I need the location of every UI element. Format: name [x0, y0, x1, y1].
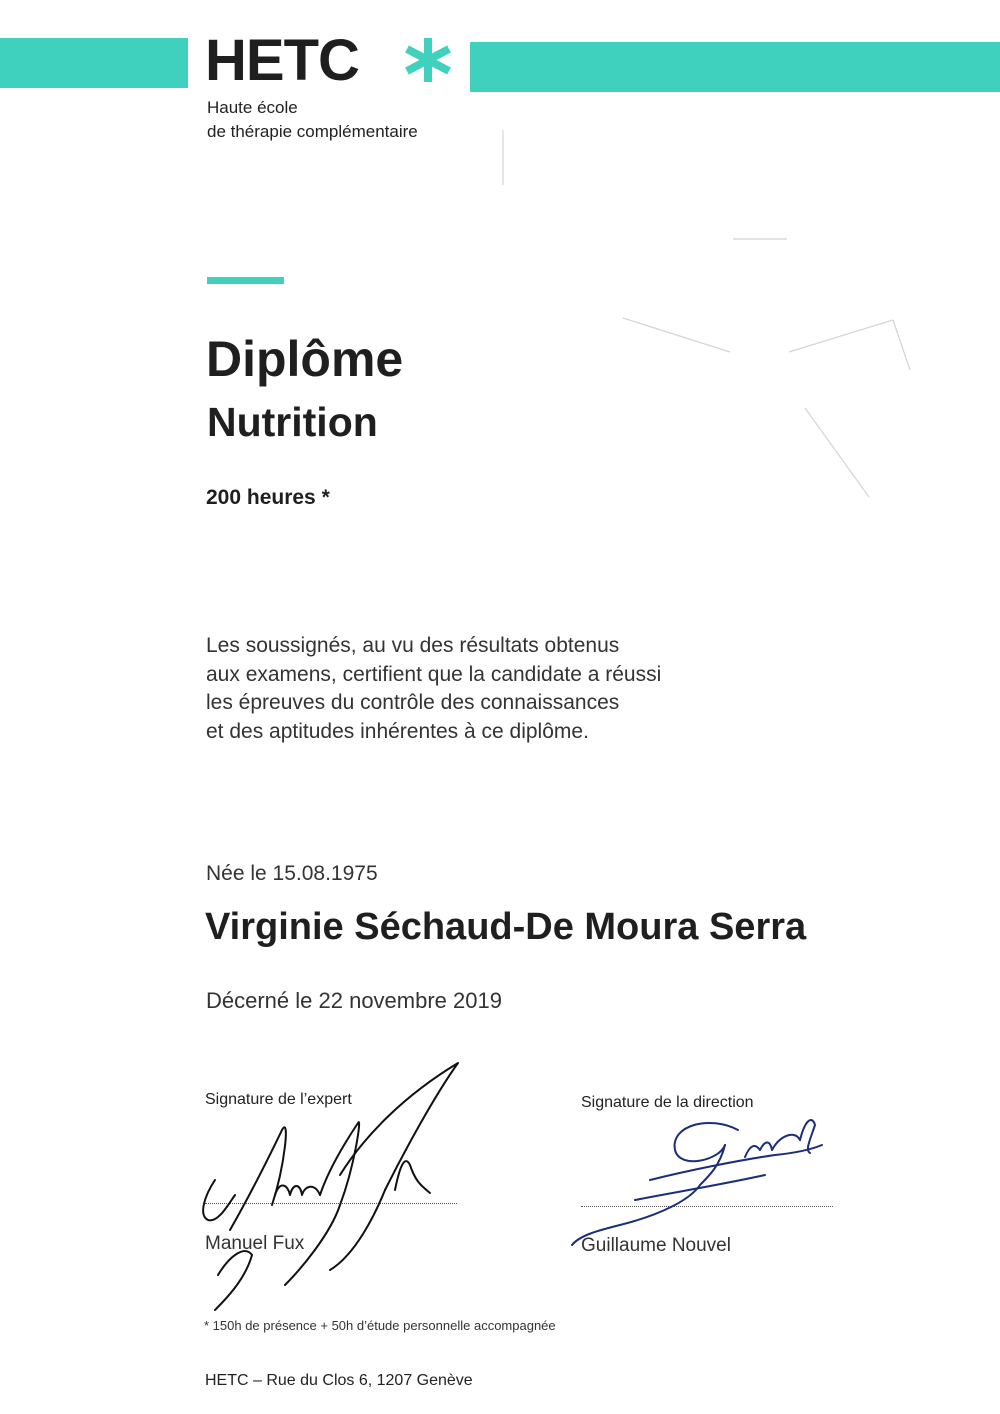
expert-handwritten-signature — [190, 1055, 470, 1315]
recipient-name: Virginie Séchaud-De Moura Serra — [205, 906, 807, 948]
diploma-subtitle: Nutrition — [207, 399, 378, 445]
header-band-left — [0, 38, 188, 88]
statement-line: Les soussignés, au vu des résultats obtenus — [206, 634, 620, 657]
school-name — [207, 96, 418, 144]
direction-signature-label: Signature de la direction — [581, 1094, 754, 1111]
award-date: Décerné le 22 novembre 2019 — [206, 988, 502, 1013]
diploma-hours: 200 heures * — [206, 486, 330, 509]
statement-line: et des aptitudes inhérentes à ce diplôme. — [206, 719, 589, 743]
direction-handwritten-signature — [560, 1105, 830, 1255]
statement-line: les épreuves du contrôle des connaissances — [206, 691, 620, 714]
header-band-right — [470, 42, 1000, 92]
expert-signature-label: Signature de l’expert — [205, 1091, 352, 1108]
school-name-line-1: Haute école — [207, 98, 298, 117]
diploma-title: Diplôme — [206, 331, 404, 387]
school-logo: HETC — [205, 28, 359, 93]
expert-name: Manuel Fux — [205, 1233, 305, 1254]
birth-date: Née le 15.08.1975 — [206, 862, 378, 885]
certification-statement — [206, 632, 661, 746]
direction-name: Guillaume Nouvel — [581, 1235, 731, 1256]
accent-bar — [207, 277, 284, 284]
school-name-line-2: de thérapie complémentaire — [207, 122, 418, 141]
asterisk-icon — [402, 34, 454, 86]
school-address: HETC – Rue du Clos 6, 1207 Genève — [205, 1372, 473, 1389]
footnote: * 150h de présence + 50h d’étude personnelle accompagnée — [204, 1318, 556, 1333]
statement-line: aux examens, certifient que la candidate a réussi — [206, 662, 662, 686]
